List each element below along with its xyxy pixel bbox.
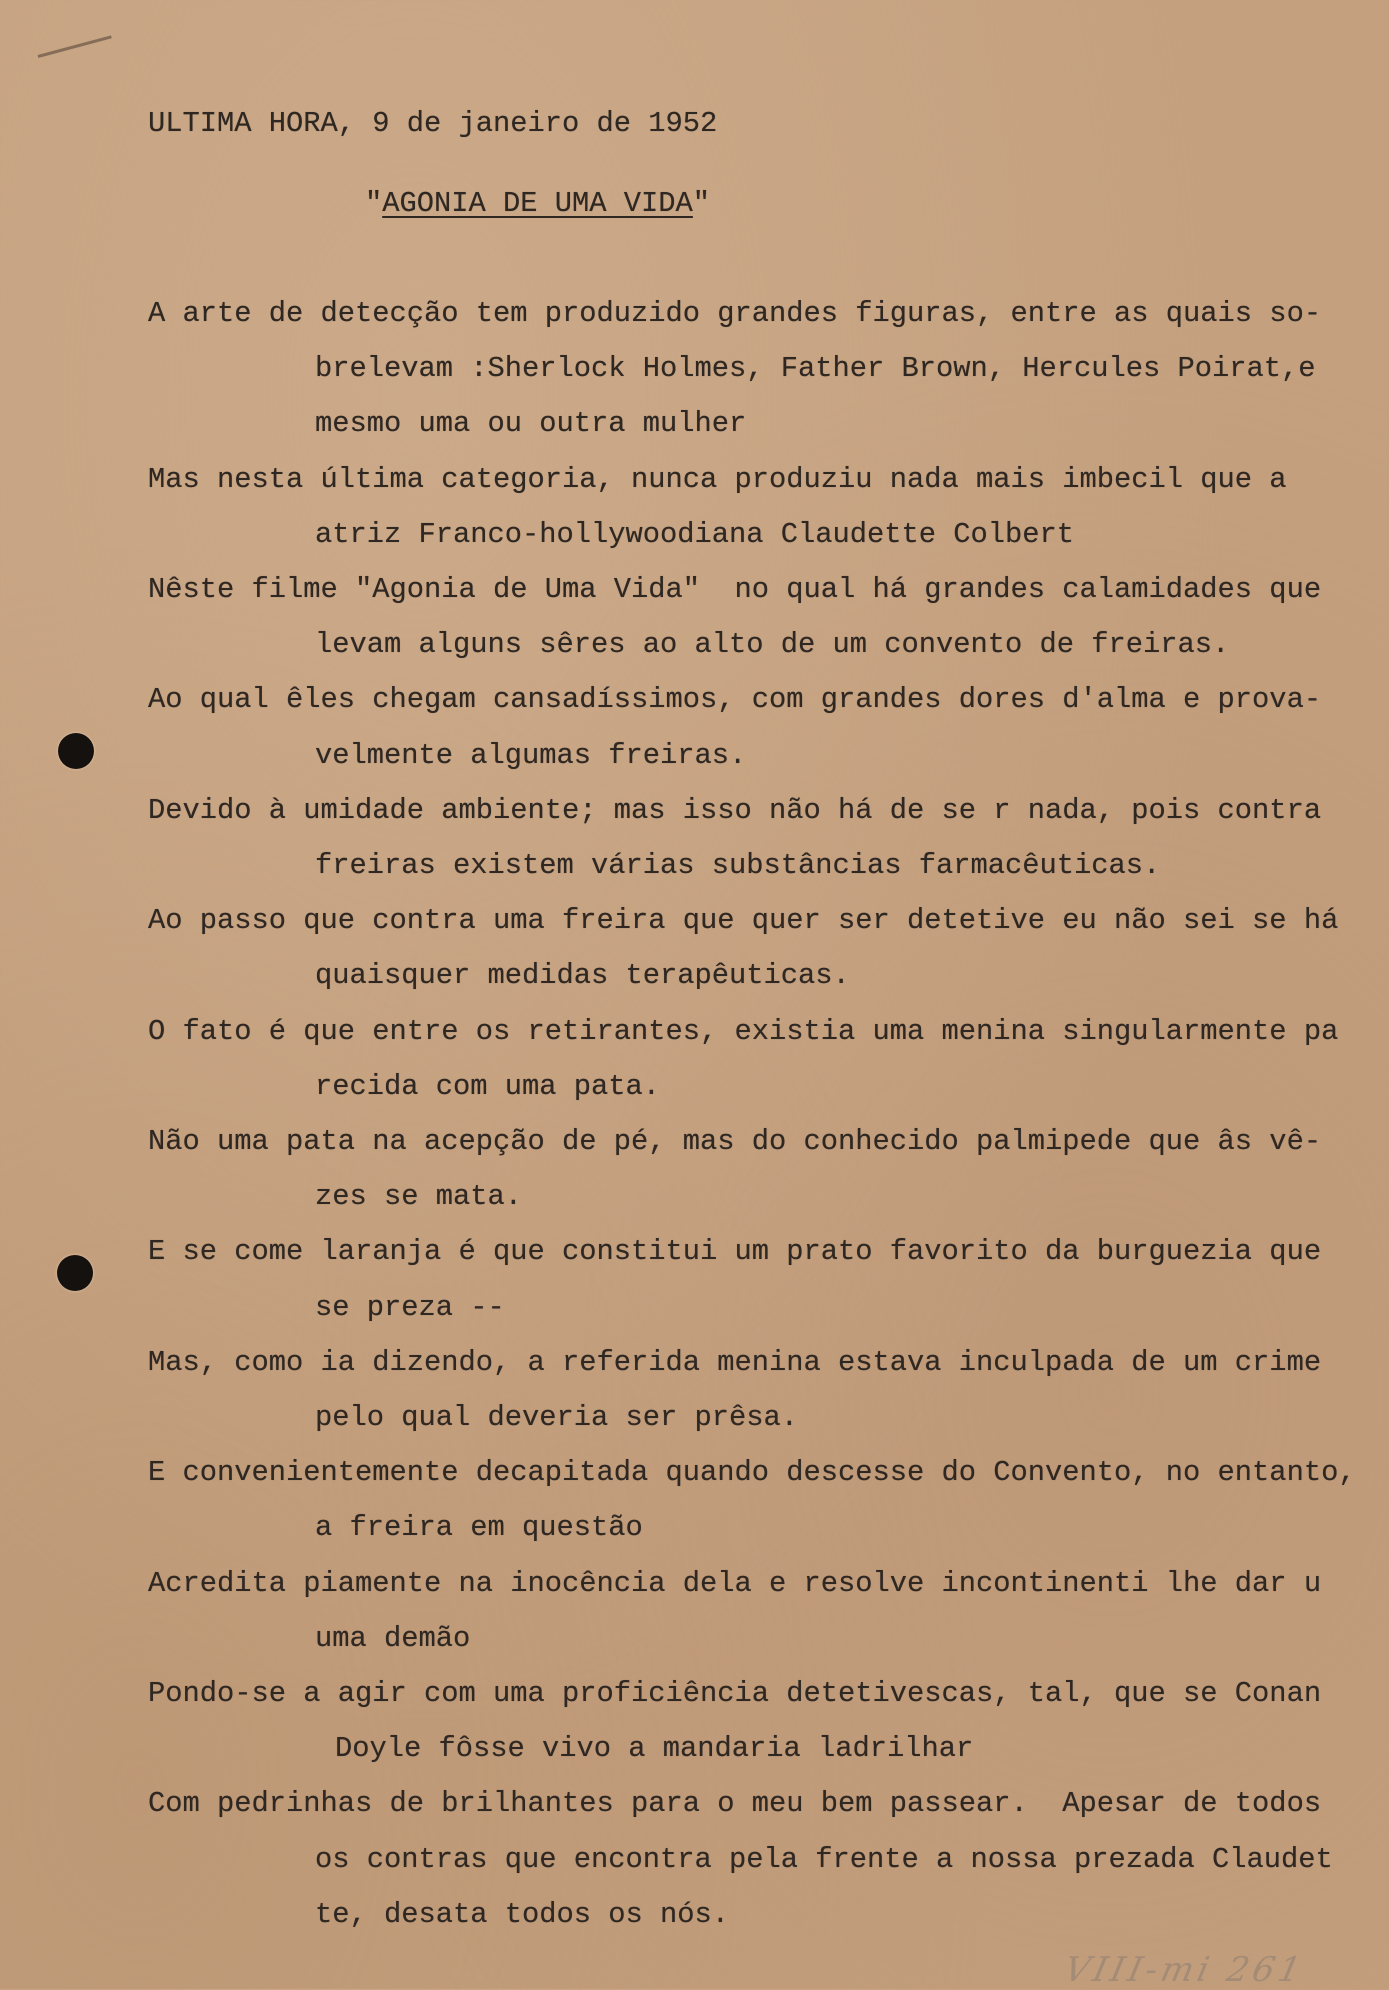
body-line: Devido à umidade ambiente; mas isso não há de se r nada, pois contra — [148, 793, 1322, 827]
body-line: levam alguns sêres ao alto de um convento de freiras. — [315, 628, 1230, 662]
punch-hole-bottom — [57, 1255, 93, 1291]
body-line: uma demão — [315, 1621, 471, 1655]
article-title — [365, 187, 711, 220]
body-line: Mas, como ia dizendo, a referida menina estava inculpada de um crime — [148, 1345, 1322, 1379]
punch-hole-top — [58, 733, 94, 769]
body-line: a freira em questão — [315, 1511, 643, 1545]
body-line: Ao passo que contra uma freira que quer ser detetive eu não sei se há — [148, 904, 1339, 938]
body-line: brelevam :Sherlock Holmes, Father Brown, Hercules Poirat,e — [315, 352, 1316, 386]
body-line: E convenientemente decapitada quando descesse do Convento, no entanto, — [148, 1456, 1356, 1490]
body-line: mesmo uma ou outra mulher — [315, 407, 747, 441]
title-text: AGONIA DE UMA VIDA — [382, 187, 693, 220]
body-line: Pondo-se a agir com uma proficiência detetivescas, tal, que se Conan — [148, 1677, 1322, 1710]
body-line: os contras que encontra pela frente a nossa prezada Claudet — [315, 1842, 1333, 1876]
body-line: pelo qual deveria ser prêsa. — [315, 1401, 799, 1434]
body-line: velmente algumas freiras. — [315, 738, 747, 772]
body-line: A arte de detecção tem produzido grandes figuras, entre as quais so- — [148, 297, 1322, 330]
body-line: E se come laranja é que constitui um prato favorito da burguezia que — [148, 1235, 1322, 1269]
body-line: atriz Franco-hollywoodiana Claudette Colbert — [315, 517, 1075, 551]
body-line: te, desata todos os nós. — [315, 1897, 730, 1931]
body-line: O fato é que entre os retirantes, existia uma menina singularmente pa — [148, 1014, 1339, 1048]
body-line: Acredita piamente na inocência dela e resolve incontinenti lhe dar u — [148, 1566, 1322, 1600]
body-line: Ao qual êles chegam cansadíssimos, com grandes dores d'alma e prova- — [148, 683, 1322, 717]
body-line: Com pedrinhas de brilhantes para o meu bem passear. Apesar de todos — [148, 1787, 1322, 1821]
body-line: quaisquer medidas terapêuticas. — [315, 959, 850, 993]
body-line: Doyle fôsse vivo a mandaria ladrilhar — [335, 1732, 974, 1766]
body-line: recida com uma pata. — [315, 1069, 661, 1103]
paper-scratch-mark — [38, 35, 112, 58]
body-line: freiras existem várias substâncias farmacêuticas. — [315, 849, 1161, 882]
title-open-quote: " — [365, 187, 383, 220]
body-line: Nêste filme "Agonia de Uma Vida" no qual há grandes calamidades que — [148, 573, 1322, 606]
title-close-quote: " — [692, 187, 711, 220]
body-line: se preza -- — [315, 1290, 505, 1324]
body-line: zes se mata. — [315, 1180, 523, 1214]
body-line: Não uma pata na acepção de pé, mas do conhecido palmipede que âs vê- — [148, 1125, 1322, 1158]
handwritten-archive-note: VIII-mi 261 — [1060, 1950, 1309, 1990]
newspaper-header: ULTIMA HORA, 9 de janeiro de 1952 — [148, 107, 718, 140]
body-line: Mas nesta última categoria, nunca produziu nada mais imbecil que a — [148, 462, 1287, 496]
